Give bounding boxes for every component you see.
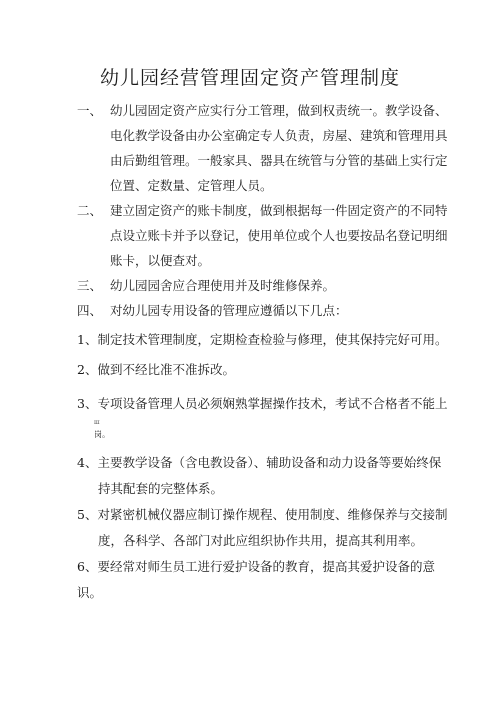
section-4-line-1: 对幼儿园专用设备的管理应遵循以下几点： [110,303,348,318]
item-4-line-1: 4、主要教学设备（含电教设备）、辅助设备和动力设备等要始终保 [77,455,442,470]
item-5-line-1: 5、对紧密机械仪器应制订操作规程、使用制度、维修保养与交接制 [77,507,448,522]
section-3-line-1: 幼儿园园舍应合理使用并及时维修保养。 [110,278,336,293]
item-2-line-1: 2、做到不经比准不准拆改。 [77,362,235,377]
section-marker: 二、 [77,203,103,218]
page-title: 幼儿园经营管理固定资产管理制度 [99,67,400,89]
item-1-line-1: 1、制定技术管理制度，定期检查检验与修理，使其保持完好可用。 [77,332,448,347]
section-marker: 三、 [77,278,103,293]
item-5-line-2: 度，各科学、各部门对此应组织协作共用，提高其利用率。 [98,533,424,548]
section-1-line-3: 由后勤组管理。一般家具、器具在统管与分管的基础上实行定 [110,153,448,168]
section-1-line-2: 电化教学设备由办公室确定专人负责，房屋、建筑和管理用具 [110,128,448,143]
item-6-line-1: 6、要经常对师生员工进行爱护设备的教育，提高其爱护设备的意 [77,559,435,574]
section-2-line-3: 账卡，以便查对。 [110,253,211,268]
section-marker: 四、 [77,303,103,318]
section-2-line-1: 建立固定资产的账卡制度，做到根据每一件固定资产的不同特 [110,203,448,218]
section-2-line-2: 点设立账卡并予以登记，使用单位或个人也要按品名登记明细 [110,228,448,243]
section-marker: 一、 [77,103,103,118]
item-6-line-2: 识。 [77,585,103,600]
section-1-line-4: 位置、定数量、定管理人员。 [110,178,273,193]
item-4-line-2: 持其配套的完整体系。 [98,481,224,496]
item-3-tail: 岗。 [94,430,110,439]
section-1-line-1: 幼儿园固定资产应实行分工管理，做到权责统一。教学设备、 [110,103,448,118]
item-3-tiny-mark: ш [94,419,100,426]
item-3-line-1: 3、专项设备管理人员必须娴熟掌握操作技术，考试不合格者不能上 [77,396,448,411]
